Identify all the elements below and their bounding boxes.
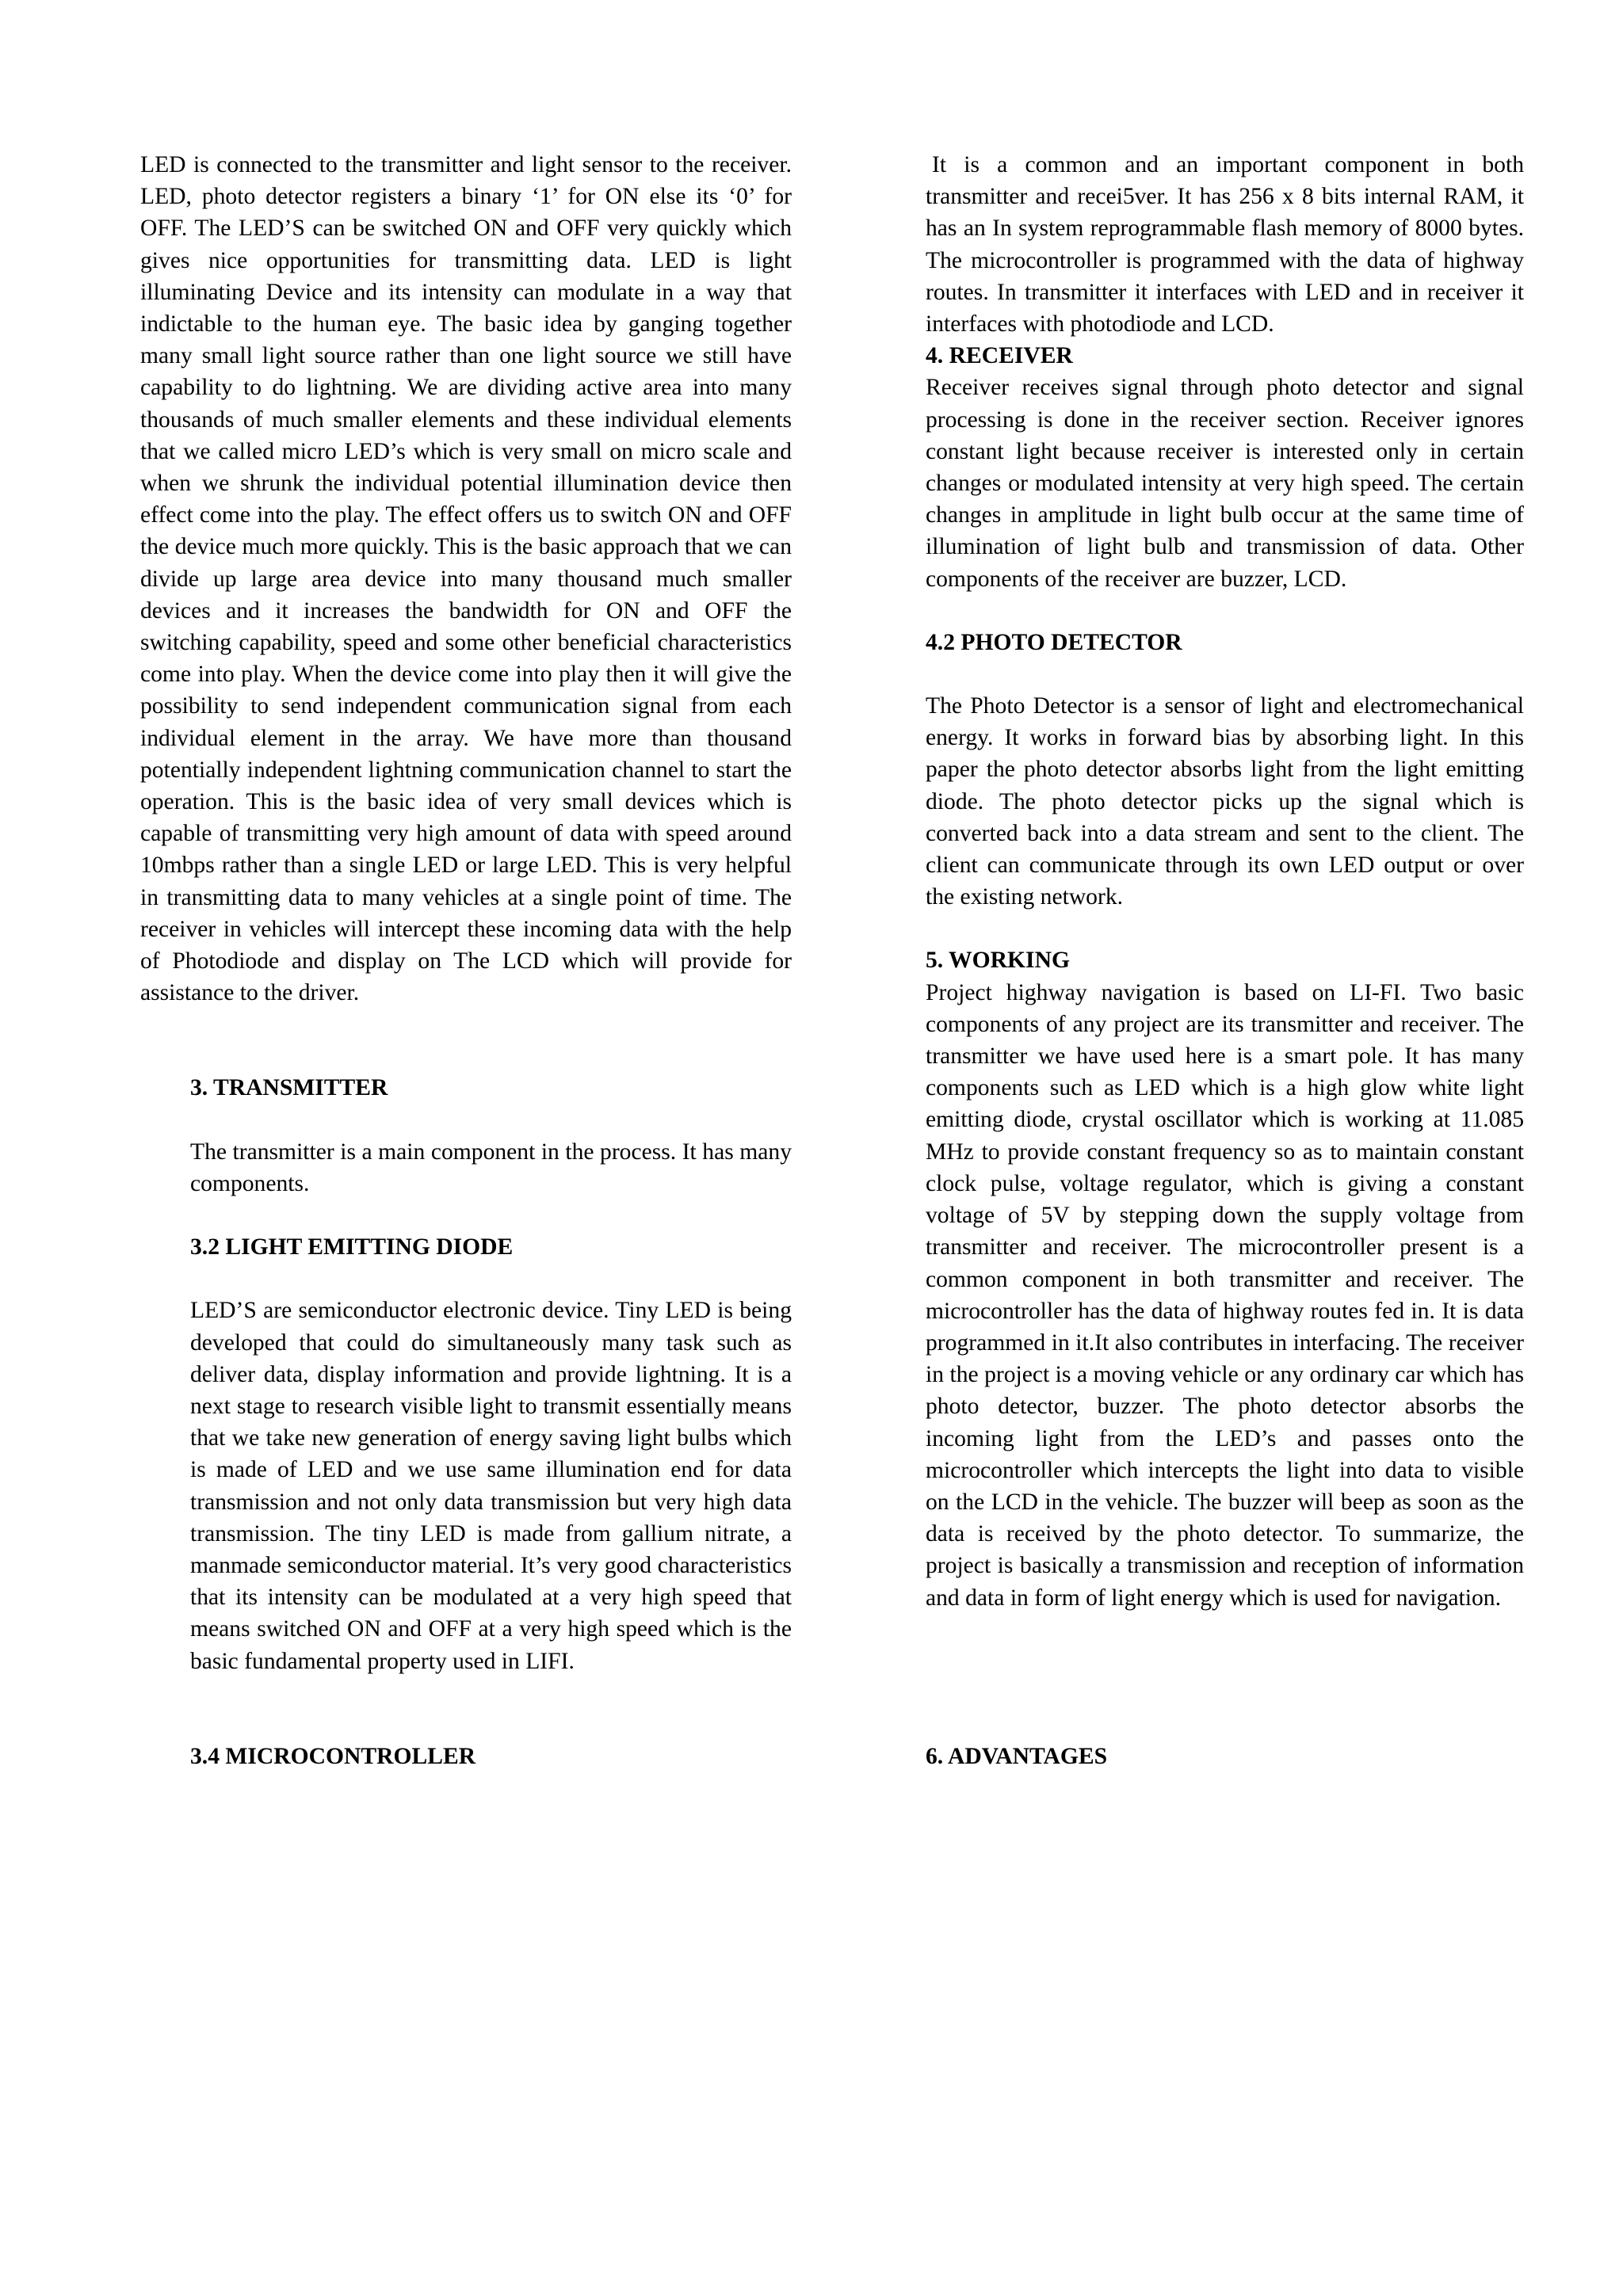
receiver-paragraph: Receiver receives signal through photo detector and signal processing is done in the receiver section. Receiver ignores constant light because receiver is interested only in certain changes or modulated intensity at very high speed. The certain changes in amplitude in light bulb occur at the same time of illumination of light bulb and transmission of data. Other components of the receiver are buzzer, LCD. [926, 375, 1524, 592]
working-paragraph: Project highway navigation is based on LI-FI. Two basic components of any project are its transmitter and receiver. The transmitter we have used here is a smart pole. It has many components such as LED which is a high glow white light emitting diode, crystal oscillator which is working at 11.085 MHz to provide constant frequency so as to maintain constant clock pulse, voltage regulator, which is giving a constant voltage of 5V by stepping down the supply voltage from transmitter and receiver. The microcontroller present is a common component in both transmitter and receiver. The microcontroller has the data of highway routes fed in. It is data programmed in it.It also contributes in interfacing. The receiver in the project is a moving vehicle or any ordinary car which has photo detector, buzzer. The photo detector absorbs the incoming light from the LED’s and passes onto the microcontroller which intercepts the light into data to visible on the LCD in the vehicle. The buzzer will beep as soon as the data is received by the photo detector. To summarize, the project is basically a transmission and reception of information and data in form of light energy which is used for navigation. [926, 979, 1524, 1611]
advantages-heading: 6. ADVANTAGES [926, 1743, 1108, 1769]
receiver-heading: 4. RECEIVER [926, 343, 1073, 369]
microcontroller-paragraph: It is a common and an important component in both transmitter and recei5ver. It has 256 x 8 bits internal RAM, it has an In system reprogrammable flash memory of 8000 bytes. The microcontroller is programmed with the data of highway routes. In transmitter it interfaces with LED and in receiver it interfaces with photodiode and LCD. [926, 152, 1524, 338]
left-column [140, 149, 792, 1772]
photo-detector-paragraph: The Photo Detector is a sensor of light and electromechanical energy. It works in forward bias by absorbing light. In this paper the photo detector absorbs light from the light emitting diode. The photo detector picks up the signal which is converted back into a data stream and sent to the client. The client can communicate through its own LED output or over the existing network. [926, 693, 1524, 910]
photo-detector-heading: 4.2 PHOTO DETECTOR [926, 629, 1182, 655]
led-paragraph: LED’S are semiconductor electronic device. Tiny LED is being developed that could do simultaneously many task such as deliver data, display information and provide lightning. It is a next stage to research visible light to transmit essentially means that we take new generation of energy saving light bulbs which is made of LED and we use same illumination end for data transmission and not only data transmission but very high data transmission. The tiny LED is made from gallium nitrate, a manmade semiconductor material. It’s very good characteristics that its intensity can be modulated at a very high speed that means switched ON and OFF at a very high speed which is the basic fundamental property used in LIFI. [190, 1298, 792, 1674]
transmitter-section [140, 1072, 792, 1772]
led-heading: 3.2 LIGHT EMITTING DIODE [190, 1234, 514, 1261]
intro-paragraph: LED is connected to the transmitter and light sensor to the receiver. LED, photo detector registers a binary ‘1’ for ON else its ‘0’ for OFF. The LED’S can be switched ON and OFF very quickly which gives nice opportunities for transmitting data. LED is light illuminating Device and its intensity can modulate in a way that indictable to the human eye. The basic idea by ganging together many small light source rather than one light source we still have capability to do lightning. We are dividing active area into many thousands of much smaller elements and these individual elements that we called micro LED’s which is very small on micro scale and when we shrunk the individual potential illumination device then effect come into the play. The effect offers us to switch ON and OFF the device much more quickly. This is the basic approach that we can divide up large area device into many thousand much smaller devices and it increases the bandwidth for ON and OFF the switching capability, speed and some other beneficial characteristics come into play. When the device come into play then it will give the possibility to send independent communication signal from each individual element in the array. We have more than thousand potentially independent lightning communication channel to start the operation. This is the basic idea of very small devices which is capable of transmitting very high amount of data with speed around 10mbps rather than a single LED or large LED. This is very helpful in transmitting data to many vehicles at a single point of time. The receiver in vehicles will intercept these incoming data with the help of Photodiode and display on The LCD which will provide for assistance to the driver. [140, 152, 792, 1006]
working-heading: 5. WORKING [926, 948, 1070, 974]
microcontroller-heading: 3.4 MICROCONTROLLER [190, 1743, 476, 1769]
transmitter-paragraph: The transmitter is a main component in the process. It has many components. [190, 1138, 792, 1196]
right-column [926, 149, 1524, 1772]
transmitter-heading: 3. TRANSMITTER [190, 1075, 388, 1101]
